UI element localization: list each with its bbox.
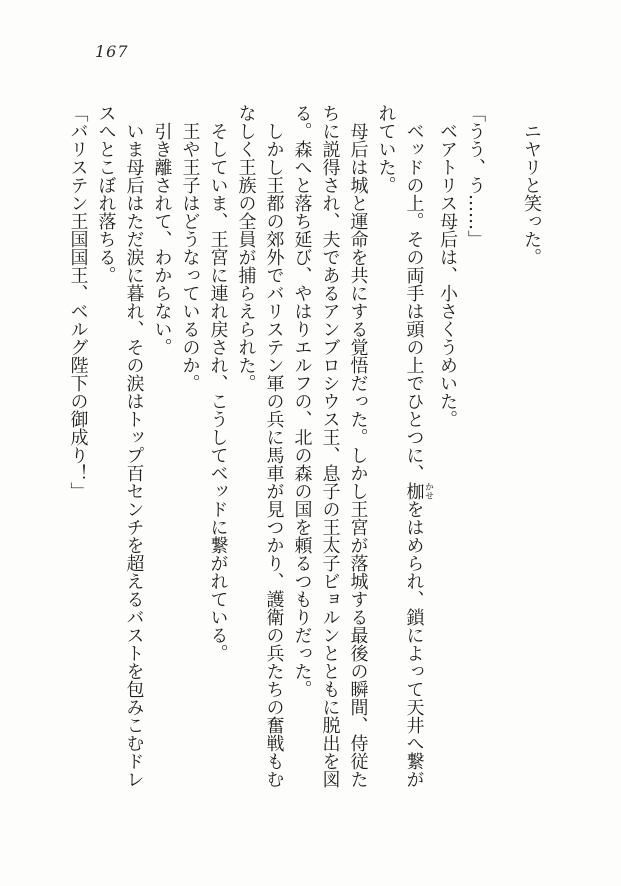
paragraph: ベッドの上。その両手は頭の上でひとつに、枷かせをはめられ、鎖によって天井へ繋がれていた。: [375, 104, 433, 788]
ruby-annotation: 枷かせ: [403, 482, 433, 500]
paragraph: いま母后はただ涙に暮れ、その涙はトップ百センチを超えるバストを包みこむドレスへとこぼれ落ちる。: [95, 104, 145, 788]
page-number: 167: [95, 42, 129, 61]
paragraph: 「バリステン王国国王、ベルグ陛下の御成り！」: [67, 104, 89, 500]
paragraph: 王や王子はどうなっているのか。: [179, 122, 201, 392]
paragraph: 引き離されて、わからない。: [151, 122, 173, 356]
paragraph: そしていま、王宮に連れ戻され、こうしてベッドに繋がれている。: [207, 122, 229, 662]
paragraph: ニヤリと笑った。: [521, 122, 542, 266]
paragraph: ベアトリス母后は、小さくうめいた。: [437, 122, 458, 428]
paragraph: しかし王都の郊外でバリステン軍の兵に馬車が見つかり、護衛の兵たちの奮戦もむなしく王族の全員が捕らえられた。: [235, 104, 285, 788]
vertical-text-block: [64, 104, 546, 792]
paragraph: 母后は城と運命を共にする覚悟だった。しかし王宮が落城する最後の瞬間、侍従たちに説得され、夫であるアンブロシウス王、息子の王太子ビョルンとともに脱出を図る。森へと落ち延び、やはりエルフの、北の森の国を頼るつもりだった。: [291, 104, 369, 788]
paragraph: 「うう、う……」: [465, 104, 486, 248]
blank-line: [489, 104, 517, 792]
